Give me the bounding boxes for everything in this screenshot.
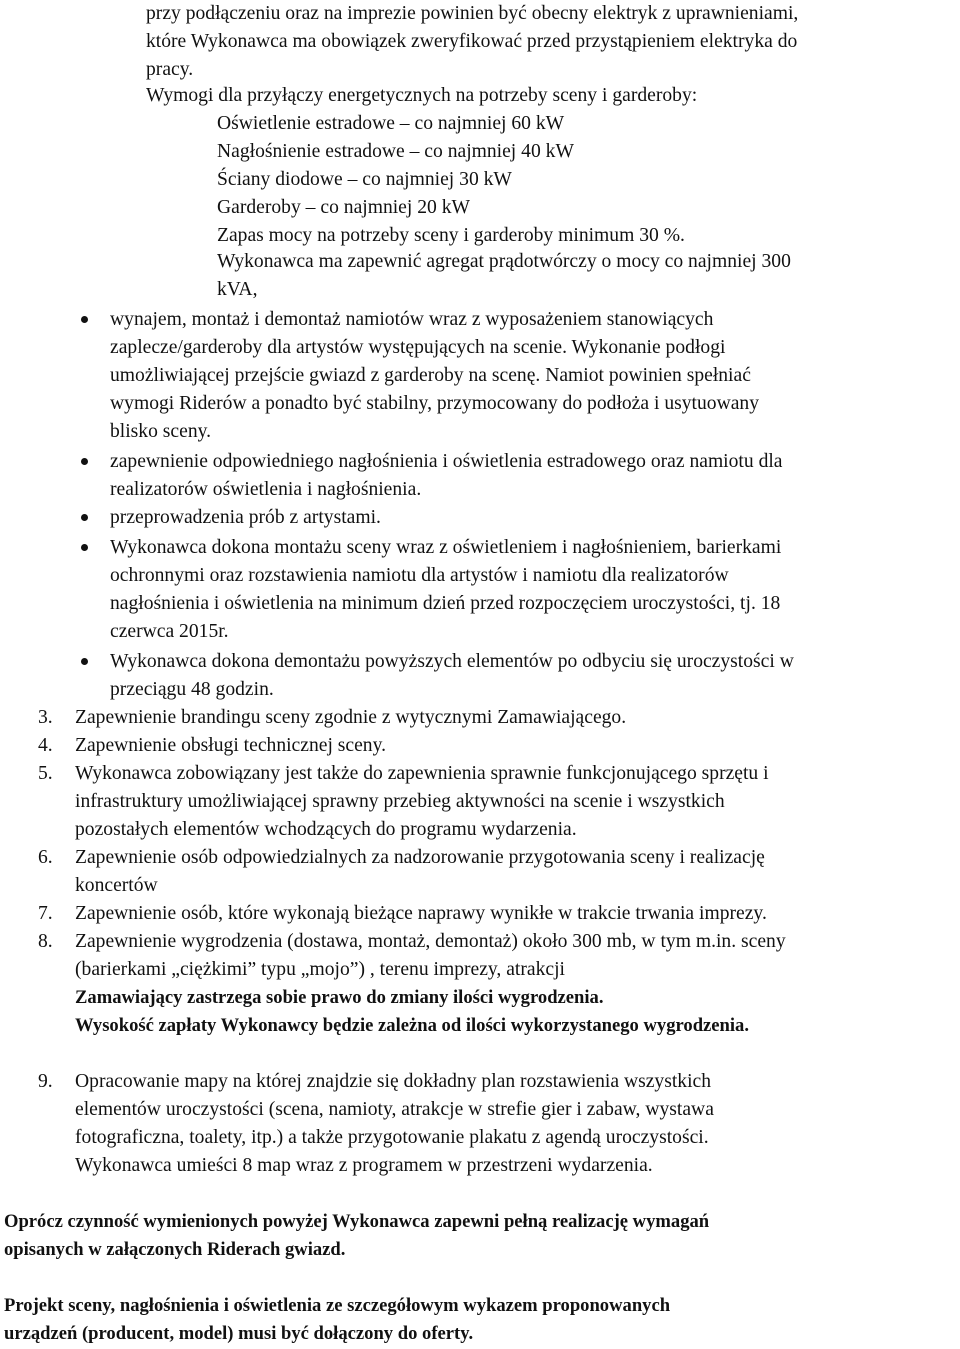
footer-bold-line: Projekt sceny, nagłośnienia i oświetlenia ze szczegółowym wykazem proponowanych [4,1295,671,1316]
numbered-line: Zapewnienie wygrodzenia (dostawa, montaż, demontaż) około 300 mb, w tym m.in. sceny [75,931,786,952]
bullet-line: czerwca 2015r. [110,621,229,642]
bullet-line: wynajem, montaż i demontaż namiotów wraz z wyposażeniem stanowiących [110,309,714,330]
bullet-icon [81,514,88,521]
generator-line: kVA, [217,279,258,300]
bullet-line: przeciągu 48 godzin. [110,679,274,700]
power-item: Oświetlenie estradowe – co najmniej 60 kW [217,113,565,134]
bullet-line: realizatorów oświetlenia i nagłośnienia. [110,479,422,500]
numbered-line: koncertów [75,875,158,896]
item-number: 4. [38,735,53,756]
bullet-line: przeprowadzenia prób z artystami. [110,507,381,528]
footer-bold-line: urządzeń (producent, model) musi być dołączony do oferty. [4,1323,474,1344]
numbered-line: pozostałych elementów wchodzących do programu wydarzenia. [75,819,577,840]
numbered-bold-line: Zamawiający zastrzega sobie prawo do zmiany ilości wygrodzenia. [75,987,604,1008]
numbered-line: elementów uroczystości (scena, namioty, atrakcje w strefie gier i zabaw, wystawa [75,1099,714,1120]
item-number: 8. [38,931,53,952]
generator-line: Wykonawca ma zapewnić agregat prądotwórczy o mocy co najmniej 300 [217,251,791,272]
bullet-line: blisko sceny. [110,421,212,442]
bullet-icon [81,544,88,551]
bullet-line: wymogi Riderów a ponadto być stabilny, przymocowany do podłoża i usytuowany [110,393,760,414]
footer-bold-line: Oprócz czynność wymienionych powyżej Wykonawca zapewni pełną realizację wymagań [4,1211,710,1232]
numbered-line: Wykonawca umieści 8 map wraz z programem w przestrzeni wydarzenia. [75,1155,653,1176]
bullet-line: nagłośnienia i oświetlenia na minimum dzień przed rozpoczęciem uroczystości, tj. 18 [110,593,781,614]
item-number: 5. [38,763,53,784]
item-number: 6. [38,847,53,868]
bullet-icon [81,316,88,323]
intro-line: przy podłączeniu oraz na imprezie powinien być obecny elektryk z uprawnieniami, [146,3,799,24]
bullet-line: Wykonawca dokona montażu sceny wraz z oświetleniem i nagłośnieniem, barierkami [110,537,782,558]
numbered-line: (barierkami „ciężkimi” typu „mojo”) , terenu imprezy, atrakcji [75,959,565,980]
bullet-line: zapewnienie odpowiedniego nagłośnienia i oświetlenia estradowego oraz namiotu dla [110,451,783,472]
power-item: Zapas mocy na potrzeby sceny i garderoby minimum 30 %. [217,225,685,246]
numbered-line: Zapewnienie brandingu sceny zgodnie z wytycznymi Zamawiającego. [75,707,627,728]
power-heading: Wymogi dla przyłączy energetycznych na potrzeby sceny i garderoby: [146,85,698,106]
footer-bold-line: opisanych w załączonych Riderach gwiazd. [4,1239,346,1260]
item-number: 9. [38,1071,53,1092]
numbered-line: Zapewnienie osób odpowiedzialnych za nadzorowanie przygotowania sceny i realizację [75,847,765,868]
bullet-icon [81,458,88,465]
numbered-line: Zapewnienie obsługi technicznej sceny. [75,735,387,756]
numbered-line: fotograficzna, toalety, itp.) a także przygotowanie plakatu z agendą uroczystości. [75,1127,709,1148]
numbered-line: Wykonawca zobowiązany jest także do zapewnienia sprawnie funkcjonującego sprzętu i [75,763,769,784]
numbered-line: Opracowanie mapy na której znajdzie się dokładny plan rozstawienia wszystkich [75,1071,712,1092]
bullet-line: ochronnymi oraz rozstawienia namiotu dla artystów i namiotu dla realizatorów [110,565,729,586]
numbered-line: infrastruktury umożliwiającej sprawny przebieg aktywności na scenie i wszystkich [75,791,725,812]
item-number: 3. [38,707,53,728]
intro-line: pracy. [146,59,194,80]
power-item: Ściany diodowe – co najmniej 30 kW [217,169,512,190]
intro-line: które Wykonawca ma obowiązek zweryfikować przed przystąpieniem elektryka do [146,31,798,52]
power-item: Nagłośnienie estradowe – co najmniej 40 kW [217,141,574,162]
bullet-line: umożliwiającej przejście gwiazd z garderoby na scenę. Namiot powinien spełniać [110,365,751,386]
bullet-line: zaplecze/garderoby dla artystów występujących na scenie. Wykonanie podłogi [110,337,726,358]
numbered-line: Zapewnienie osób, które wykonają bieżące naprawy wynikłe w trakcie trwania imprezy. [75,903,767,924]
bullet-line: Wykonawca dokona demontażu powyższych elementów po odbyciu się uroczystości w [110,651,794,672]
item-number: 7. [38,903,53,924]
bullet-icon [81,658,88,665]
power-item: Garderoby – co najmniej 20 kW [217,197,471,218]
numbered-bold-line: Wysokość zapłaty Wykonawcy będzie zależna od ilości wykorzystanego wygrodzenia. [75,1015,750,1036]
